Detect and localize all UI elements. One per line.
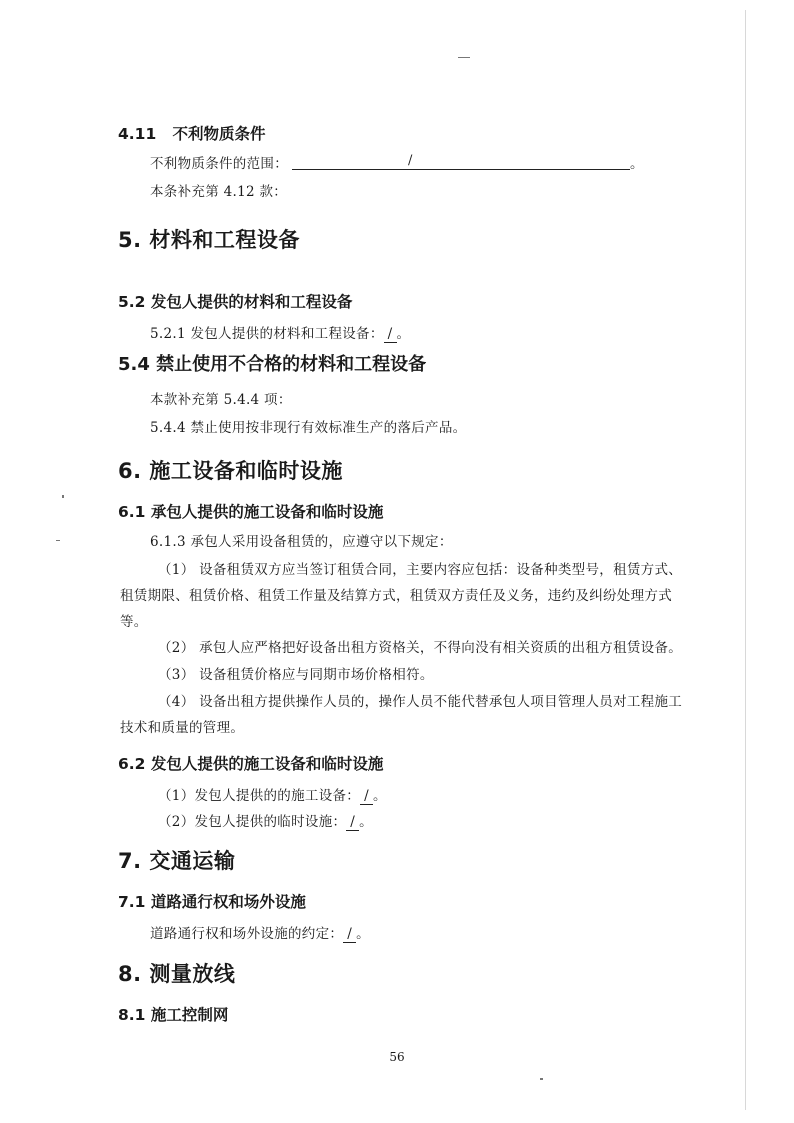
section-5-2-heading: 5.2 发包人提供的材料和工程设备 bbox=[118, 293, 353, 311]
rule-2-line: （2） 承包人应严格把好设备出租方资格关，不得向没有相关资质的出租方租赁设备。 bbox=[158, 640, 683, 656]
page-number: 56 bbox=[389, 1050, 405, 1064]
section-6-2-heading: 6.2 发包人提供的施工设备和临时设施 bbox=[118, 755, 384, 773]
section-6-2-item-1: （1）发包人提供的的施工设备： / 。 bbox=[158, 788, 387, 804]
section-6-1-heading: 6.1 承包人提供的施工设备和临时设施 bbox=[118, 503, 384, 521]
chapter-6-heading: 6. 施工设备和临时设施 bbox=[118, 459, 343, 483]
rule-4-line-2: 技术和质量的管理。 bbox=[120, 720, 245, 736]
rule-1-line-2: 租赁期限、租赁价格、租赁工作量及结算方式，租赁双方责任及义务，违约及纠纷处理方式 bbox=[120, 588, 672, 604]
section-5-4-4-line: 5.4.4 禁止使用按非现行有效标准生产的落后产品。 bbox=[150, 420, 467, 436]
scan-speck bbox=[540, 1078, 543, 1080]
rule-4-line-1: （4） 设备出租方提供操作人员的，操作人员不能代替承包人项目管理人员对工程施工 bbox=[158, 694, 683, 710]
chapter-5-heading: 5. 材料和工程设备 bbox=[118, 228, 300, 252]
section-4-11-supplement: 本条补充第 4.12 款： bbox=[150, 184, 288, 200]
rule-1-line-3: 等。 bbox=[120, 614, 148, 630]
section-5-4-heading: 5.4 禁止使用不合格的材料和工程设备 bbox=[118, 354, 427, 375]
section-4-11-heading: 4.11 不利物质条件 bbox=[118, 125, 266, 143]
chapter-7-heading: 7. 交通运输 bbox=[118, 849, 236, 873]
section-7-1-heading: 7.1 道路通行权和场外设施 bbox=[118, 893, 306, 911]
section-5-2-1-line: 5.2.1 发包人提供的材料和工程设备： / 。 bbox=[150, 326, 411, 342]
rule-1-line-1: （1） 设备租赁双方应当签订租赁合同，主要内容应包括：设备种类型号，租赁方式、 bbox=[158, 562, 683, 578]
section-6-1-3-intro: 6.1.3 承包人采用设备租赁的，应遵守以下规定： bbox=[150, 534, 453, 550]
section-5-4-supplement: 本款补充第 5.4.4 项： bbox=[150, 392, 292, 408]
scan-page-edge bbox=[745, 10, 746, 1110]
rule-3-line: （3） 设备租赁价格应与同期市场价格相符。 bbox=[158, 667, 434, 683]
scan-speck bbox=[56, 540, 60, 541]
section-6-2-item-2: （2）发包人提供的临时设施： / 。 bbox=[158, 814, 373, 830]
chapter-8-heading: 8. 测量放线 bbox=[118, 962, 236, 986]
scan-speck bbox=[62, 495, 64, 498]
section-7-1-line: 道路通行权和场外设施的约定： / 。 bbox=[150, 926, 370, 942]
scan-speck bbox=[458, 57, 470, 58]
range-blank: / bbox=[292, 155, 630, 170]
adverse-conditions-range-line: 不利物质条件的范围： / 。 bbox=[150, 153, 644, 172]
section-8-1-heading: 8.1 施工控制网 bbox=[118, 1006, 229, 1024]
